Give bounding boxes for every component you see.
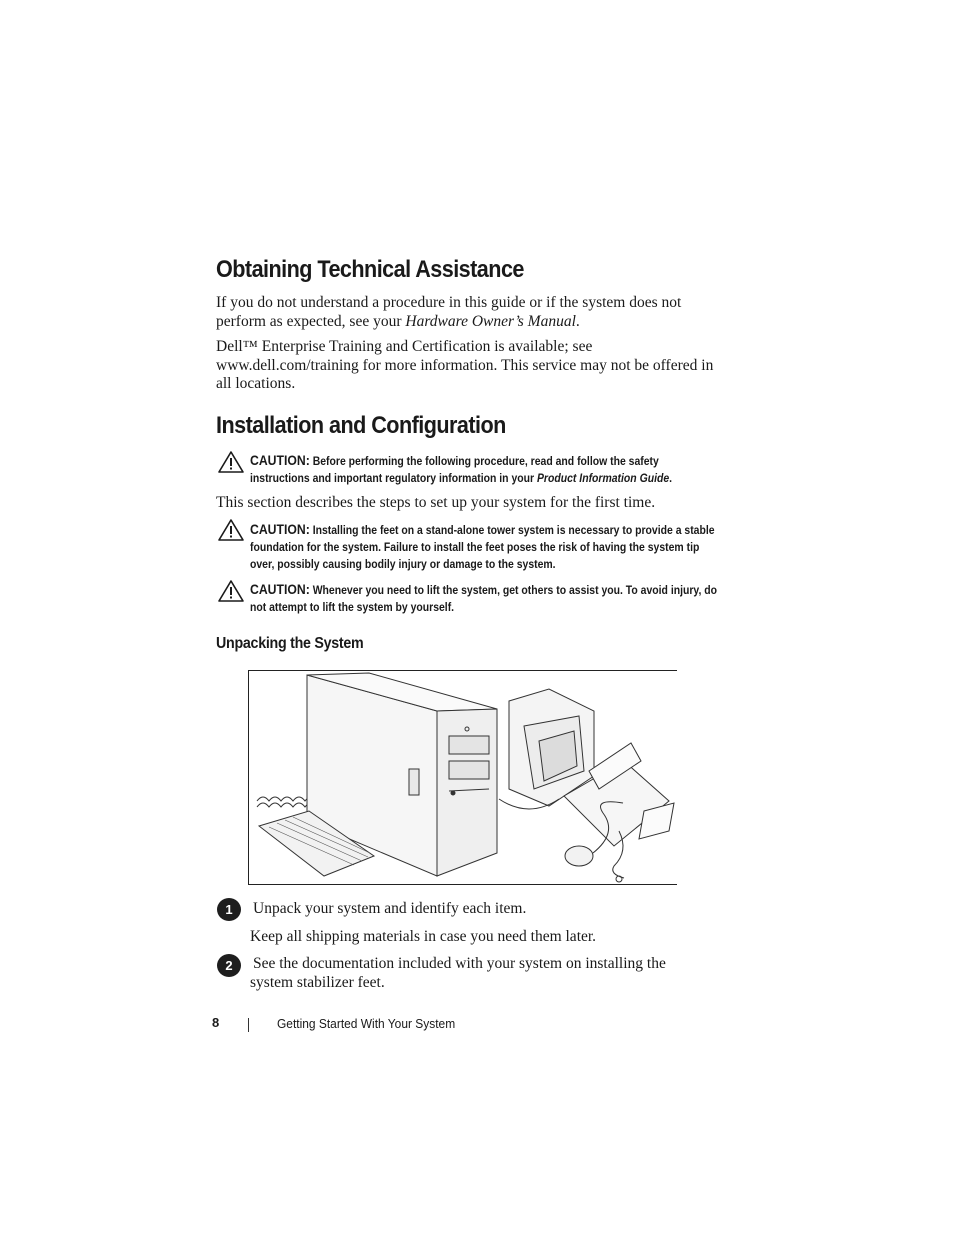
caution-label: CAUTION: <box>250 582 310 597</box>
step-2-text: See the documentation included with your system on installing the system stabilizer feet. <box>250 955 666 991</box>
warning-triangle-icon <box>217 518 245 542</box>
running-title: Getting Started With Your System <box>277 1016 456 1031</box>
assistance-paragraph-2: Dell™ Enterprise Training and Certification is available; see www.dell.com/training for more information. This service may not be offered in all locations. <box>216 338 714 392</box>
footer-separator <box>248 1018 249 1032</box>
assistance-text: If you do not understand a procedure in this guide or if the system does not perform as expected, see your <box>216 294 682 330</box>
subsection-title-unpacking: Unpacking the System <box>216 635 364 652</box>
hardware-manual-reference: Hardware Owner’s Manual <box>405 312 576 330</box>
section-title-installation: Installation and Configuration <box>216 412 506 439</box>
assistance-paragraph-1: If you do not understand a procedure in this guide or if the system does not perform as expected, see your Hardware Owner’s Manual. <box>216 294 682 330</box>
warning-triangle-icon <box>217 579 245 603</box>
warning-triangle-icon <box>217 450 245 474</box>
unpacking-illustration <box>248 670 677 885</box>
page-number: 8 <box>212 1015 220 1030</box>
step-1-text: Unpack your system and identify each item. <box>253 900 527 917</box>
caution-safety-instructions: CAUTION: Before performing the following procedure, read and follow the safety instructions and important regulatory information in your Product Information Guide. <box>250 453 673 485</box>
system-unpacking-drawing <box>249 671 677 884</box>
step-2-badge: 2 <box>217 954 241 977</box>
training-link[interactable]: www.dell.com/training <box>216 356 359 374</box>
caution-lifting: CAUTION: Whenever you need to lift the system, get others to assist you. To avoid injury, do not attempt to lift the system by yourself. <box>250 582 718 614</box>
caution-label: CAUTION: <box>250 522 310 537</box>
step-1-badge: 1 <box>217 898 241 921</box>
caution-stabilizer-feet: CAUTION: Installing the feet on a stand-alone tower system is necessary to provide a stable foundation for the system. Failure to install the feet poses the risk of having the system tip over, possibly causing bodily injury or damage to the system. <box>250 522 715 571</box>
product-information-guide-reference: Product Information Guide <box>536 472 670 485</box>
section-title-technical-assistance: Obtaining Technical Assistance <box>216 256 524 283</box>
installation-intro: This section describes the steps to set up your system for the first time. <box>216 494 656 511</box>
caution-label: CAUTION: <box>250 453 310 468</box>
step-1-note: Keep all shipping materials in case you need them later. <box>250 928 597 945</box>
